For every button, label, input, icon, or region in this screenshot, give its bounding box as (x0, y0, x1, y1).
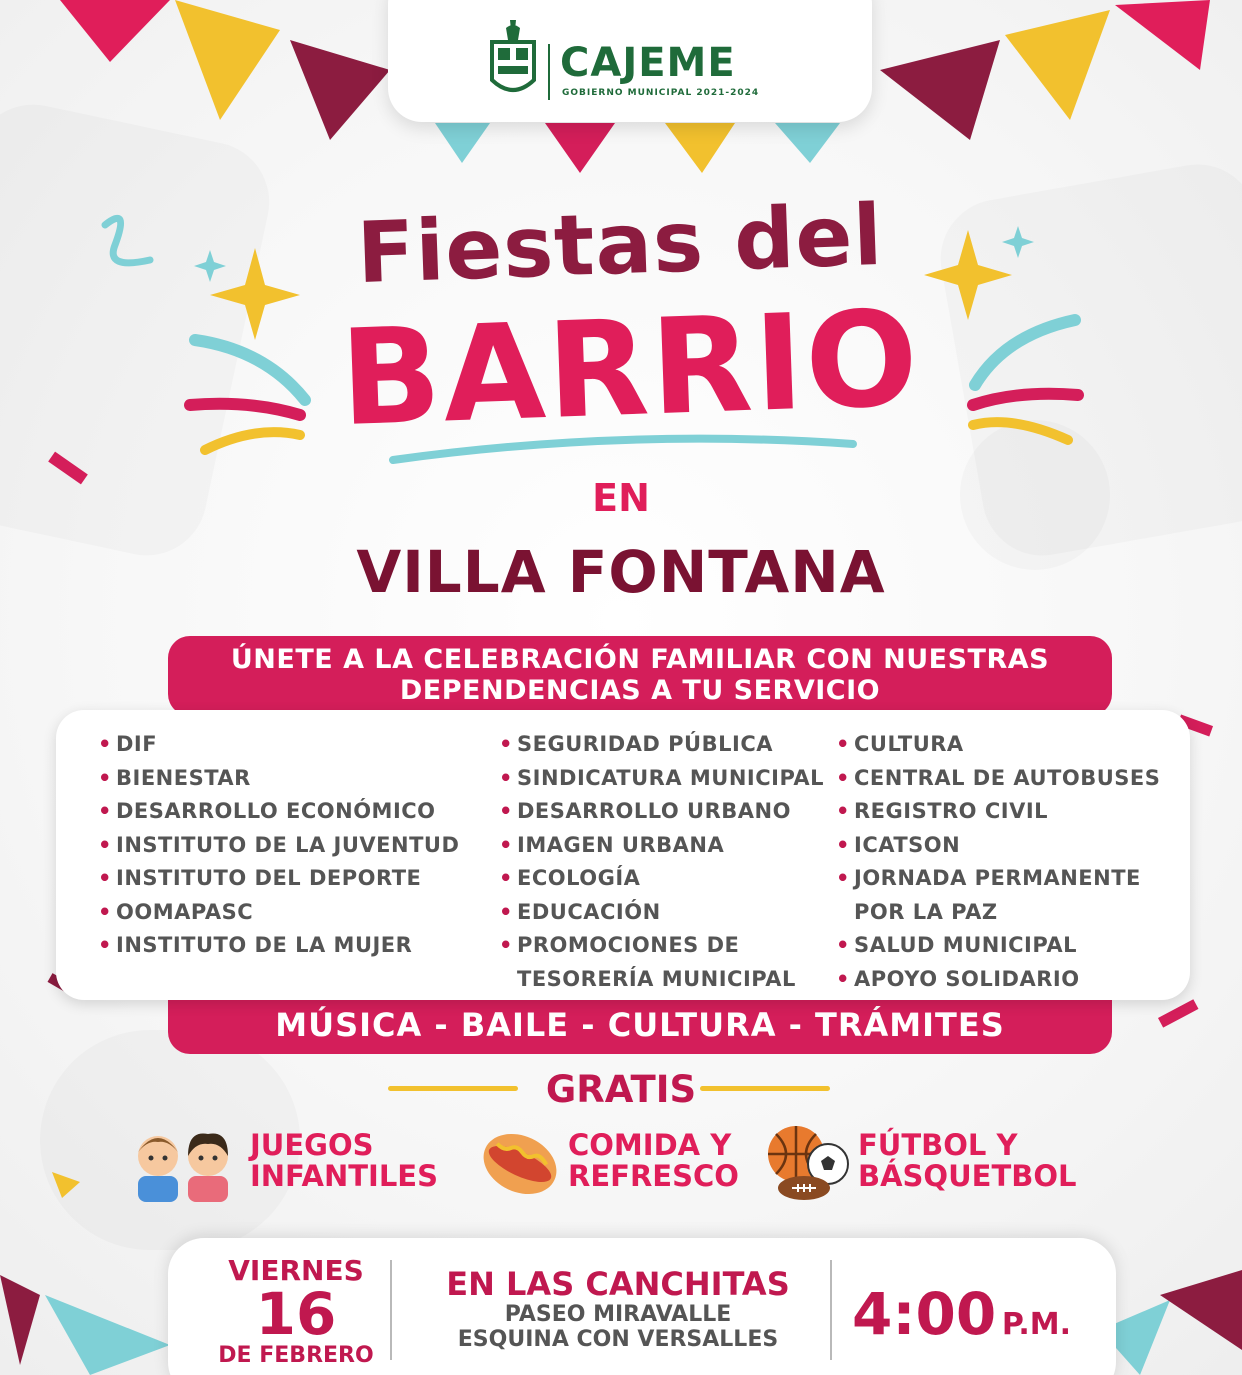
event-day-name: VIERNES (228, 1254, 364, 1287)
logo-name: CAJEME (560, 40, 736, 86)
list-item: • IMAGEN URBANA (517, 829, 824, 863)
title-line2: BARRIO (337, 281, 923, 457)
list-item: • PROMOCIONES DE (517, 929, 824, 963)
logo-card (388, 0, 872, 122)
title-line1: Fiestas del (355, 185, 885, 303)
gratis-heading: GRATIS (545, 1068, 697, 1111)
list-item: • DIF (116, 728, 459, 762)
event-time (852, 1280, 1071, 1348)
dependencias-card (56, 710, 1190, 1000)
list-item: • INSTITUTO DE LA MUJER (116, 929, 459, 963)
feature-line1: FÚTBOL Y (858, 1128, 1018, 1162)
event-day-number: 16 (255, 1280, 337, 1348)
invitation-banner (168, 636, 1112, 716)
coat-of-arms-icon (488, 18, 538, 100)
list-item: • OOMAPASC (116, 896, 459, 930)
list-item: • REGISTRO CIVIL (854, 795, 1160, 829)
list-item: • SEGURIDAD PÚBLICA (517, 728, 824, 762)
sports-balls-icon (764, 1124, 868, 1204)
feature-label (858, 1130, 1076, 1192)
event-time-value: 4:00 (852, 1280, 997, 1348)
activities-banner (168, 998, 1112, 1054)
invitation-line2: DEPENDENCIAS A TU SERVICIO (399, 675, 881, 706)
dependencias-column-3 (854, 728, 1160, 996)
list-item: • APOYO SOLIDARIO (854, 963, 1160, 997)
event-venue (428, 1266, 808, 1352)
list-item: • CENTRAL DE AUTOBUSES (854, 762, 1160, 796)
divider (390, 1260, 392, 1360)
list-item: • ECOLOGÍA (517, 862, 824, 896)
divider (830, 1260, 832, 1360)
venue-line2: ESQUINA CON VERSALLES (457, 1327, 779, 1352)
event-time-ampm: P.M. (1001, 1307, 1071, 1342)
event-date (216, 1256, 376, 1370)
list-item: • SALUD MUNICIPAL (854, 929, 1160, 963)
feature-line2: INFANTILES (250, 1159, 439, 1193)
list-item-continued: TESORERÍA MUNICIPAL (517, 966, 796, 991)
invitation-text (168, 644, 1112, 706)
title-underline (388, 430, 858, 464)
feature-line2: BÁSQUETBOL (858, 1159, 1077, 1193)
event-month: DE FEBRERO (218, 1343, 374, 1368)
place-name: VILLA FONTANA (356, 538, 886, 606)
activities-text: MÚSICA - BAILE - CULTURA - TRÁMITES (275, 1006, 1005, 1044)
feature-label (568, 1130, 739, 1192)
feature-line1: COMIDA Y (568, 1128, 732, 1162)
venue-title: EN LAS CANCHITAS (446, 1265, 790, 1303)
dependencias-column-1 (116, 728, 459, 963)
list-item: • DESARROLLO ECONÓMICO (116, 795, 459, 829)
kids-icon (132, 1124, 236, 1204)
dependencias-column-2 (517, 728, 824, 996)
list-item: • SINDICATURA MUNICIPAL (517, 762, 824, 796)
list-item: • INSTITUTO DEL DEPORTE (116, 862, 459, 896)
list-item-continued: POR LA PAZ (854, 899, 998, 924)
event-info-card (168, 1238, 1116, 1375)
list-item: • INSTITUTO DE LA JUVENTUD (116, 829, 459, 863)
connector-text: EN (592, 476, 650, 520)
list-item: • BIENESTAR (116, 762, 459, 796)
list-item: • ICATSON (854, 829, 1160, 863)
invitation-line1: ÚNETE A LA CELEBRACIÓN FAMILIAR CON NUESTRAS (230, 644, 1050, 675)
list-item: • JORNADA PERMANENTE (854, 862, 1160, 896)
logo-divider (548, 44, 550, 100)
list-item: • EDUCACIÓN (517, 896, 824, 930)
feature-label (250, 1130, 438, 1192)
feature-line1: JUEGOS (250, 1128, 374, 1162)
feature-line2: REFRESCO (568, 1159, 739, 1193)
logo-subtitle: GOBIERNO MUNICIPAL 2021-2024 (562, 88, 760, 98)
venue-line1: PASEO MIRAVALLE (504, 1302, 732, 1327)
list-item: • CULTURA (854, 728, 1160, 762)
gratis-line-right (700, 1086, 830, 1091)
list-item: • DESARROLLO URBANO (517, 795, 824, 829)
